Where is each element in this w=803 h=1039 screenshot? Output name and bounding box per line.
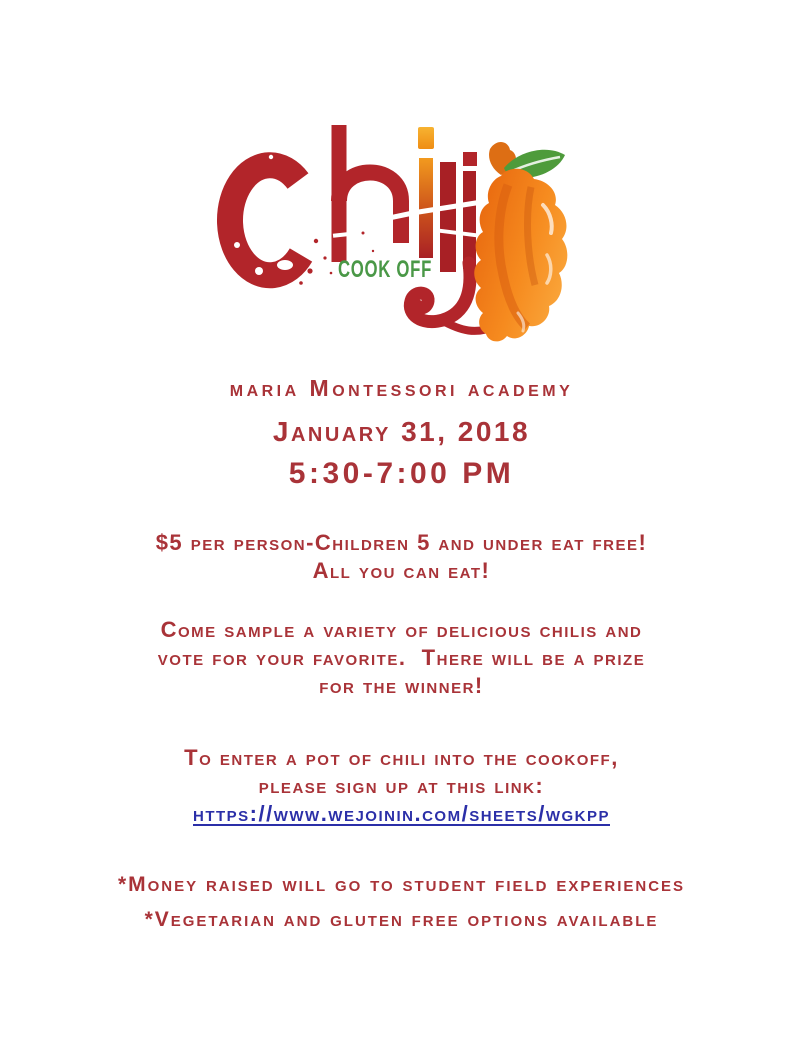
event-date: January 31, 2018 [272,416,531,447]
logo-letter-c [230,155,304,275]
logo-letter-h [339,125,413,262]
footnote-money: *Money raised will go to student field experiences [117,873,686,896]
venue-name: maria Montessori academy [229,375,574,401]
logo-letter-i1 [418,127,434,258]
description-line-1: Come sample a variety of delicious chilis and [160,617,643,642]
logo-letter-i2-dot [463,152,477,166]
footnote-dietary: *Vegetarian and gluten free options available [144,908,659,931]
pricing-line-2: All you can eat! [312,558,491,583]
pricing-section [0,529,803,585]
logo-pepper-body [474,169,567,342]
signup-line-2: please sign up at this link: [258,773,545,798]
pricing-line-1: $5 per person-Children 5 and under eat free! [155,530,648,555]
signup-link[interactable]: https://www.wejoinin.com/sheets/wgkpp [193,801,610,826]
chili-cookoff-logo [213,113,573,345]
flyer-text [0,374,803,933]
logo-letter-l [440,162,456,272]
signup-section [0,744,803,828]
logo-cookoff-text: COOK OFF [338,256,432,283]
logo-letter-i2-stem [463,171,476,269]
logo-letter-i1-dot [418,127,434,149]
event-time: 5:30-7:00 PM [288,457,515,490]
description-section [0,616,803,700]
signup-line-1: To enter a pot of chili into the cookoff, [184,745,619,770]
description-line-3: for the winner! [319,673,484,698]
description-line-2: vote for your favorite. There will be a prize [157,645,646,670]
